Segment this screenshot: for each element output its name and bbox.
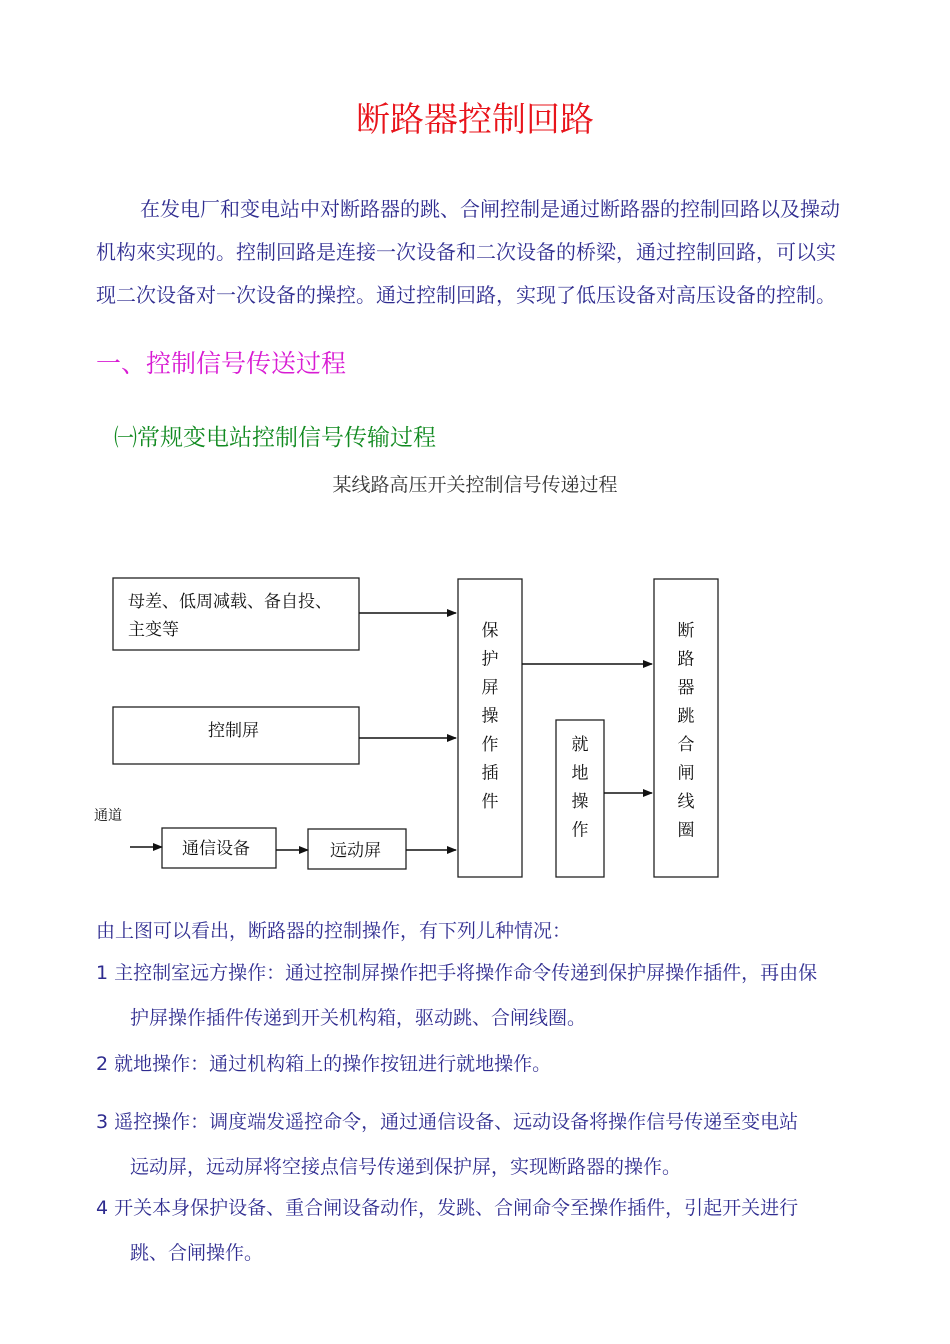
list-item — [96, 1042, 862, 1087]
lead-text: 由上图可以看出，断路器的控制操作，有下列儿种情况： — [96, 920, 572, 942]
local-text-char: 就 — [571, 735, 589, 755]
prot-text-char: 作 — [481, 735, 499, 755]
box-local-operation-label — [572, 735, 589, 841]
coil-text-char: 跳 — [677, 706, 695, 727]
prot-text-char: 件 — [481, 792, 499, 812]
channel-label: 通道 — [94, 808, 122, 824]
list-item-line1: 1 主控制室远方操作：通过控制屏操作把手将操作命令传递到保护屏操作插件，再由保 — [96, 962, 818, 984]
subsection-heading: ㈠常规变电站控制信号传输过程 — [114, 425, 436, 451]
intro-paragraph — [96, 188, 856, 317]
coil-text-char: 器 — [677, 678, 695, 698]
prot-text-char: 屏 — [481, 678, 499, 698]
list-item-line2: 跳、合闸操作。 — [130, 1242, 264, 1264]
coil-text-char: 线 — [677, 792, 695, 812]
coil-text-char: 圈 — [677, 820, 695, 841]
coil-text-char: 路 — [677, 649, 695, 670]
box-control-screen-label: 控制屏 — [208, 721, 259, 741]
box-protection-plugin-label — [482, 621, 499, 812]
list-item-line1: 4 开关本身保护设备、重合闸设备动作，发跳、合闸命令至操作插件，引起开关进行 — [96, 1197, 799, 1219]
box-relay-sources-line1: 母差、低周减载、备自投、 — [128, 592, 332, 612]
coil-text-char: 断 — [677, 621, 695, 641]
box-relay-sources-line2: 主变等 — [128, 620, 179, 640]
list-item — [96, 1100, 862, 1190]
list-item-line2: 远动屏，远动屏将空接点信号传递到保护屏，实现断路器的操作。 — [130, 1156, 682, 1178]
local-text-char: 地 — [571, 763, 589, 784]
prot-text-char: 操 — [481, 706, 499, 727]
figure-caption: 某线路高压开关控制信号传递过程 — [332, 474, 618, 496]
list-item-line1: 2 就地操作：通过机构箱上的操作按钮进行就地操作。 — [96, 1053, 552, 1075]
list-item-line1: 3 遥控操作：调度端发遥控命令，通过通信设备、远动设备将操作信号传递至变电站 — [96, 1111, 799, 1133]
intro-line-1: 在发电厂和变电站中对断路器的跳、合闸控制是通过断路器的控制回路以及操动 — [140, 197, 840, 221]
coil-text-char: 闸 — [677, 763, 695, 784]
page-title: 断路器控制回路 — [356, 100, 594, 140]
signal-flow-diagram — [88, 560, 738, 890]
intro-line-2: 机构來实现的。控制回路是连接一次设备和二次设备的桥梁，通过控制回路，可以实 — [96, 240, 836, 264]
list-item — [96, 1186, 862, 1276]
local-text-char: 作 — [571, 820, 589, 841]
prot-text-char: 插 — [481, 763, 499, 784]
prot-text-char: 保 — [481, 621, 499, 641]
list-item — [96, 951, 862, 1041]
intro-line-3: 现二次设备对一次设备的操控。通过控制回路，实现了低压设备对高压设备的控制。 — [96, 283, 836, 307]
box-breaker-coil-label — [678, 621, 695, 841]
prot-text-char: 护 — [481, 649, 499, 670]
box-remote-screen-label: 远动屏 — [330, 841, 381, 861]
section-heading: 一、控制信号传送过程 — [96, 349, 347, 378]
coil-text-char: 合 — [677, 735, 695, 755]
box-comm-device-label: 通信设备 — [182, 839, 250, 859]
list-item-line2: 护屏操作插件传递到开关机构箱，驱动跳、合闸线圈。 — [130, 1007, 587, 1029]
local-text-char: 操 — [571, 792, 589, 812]
